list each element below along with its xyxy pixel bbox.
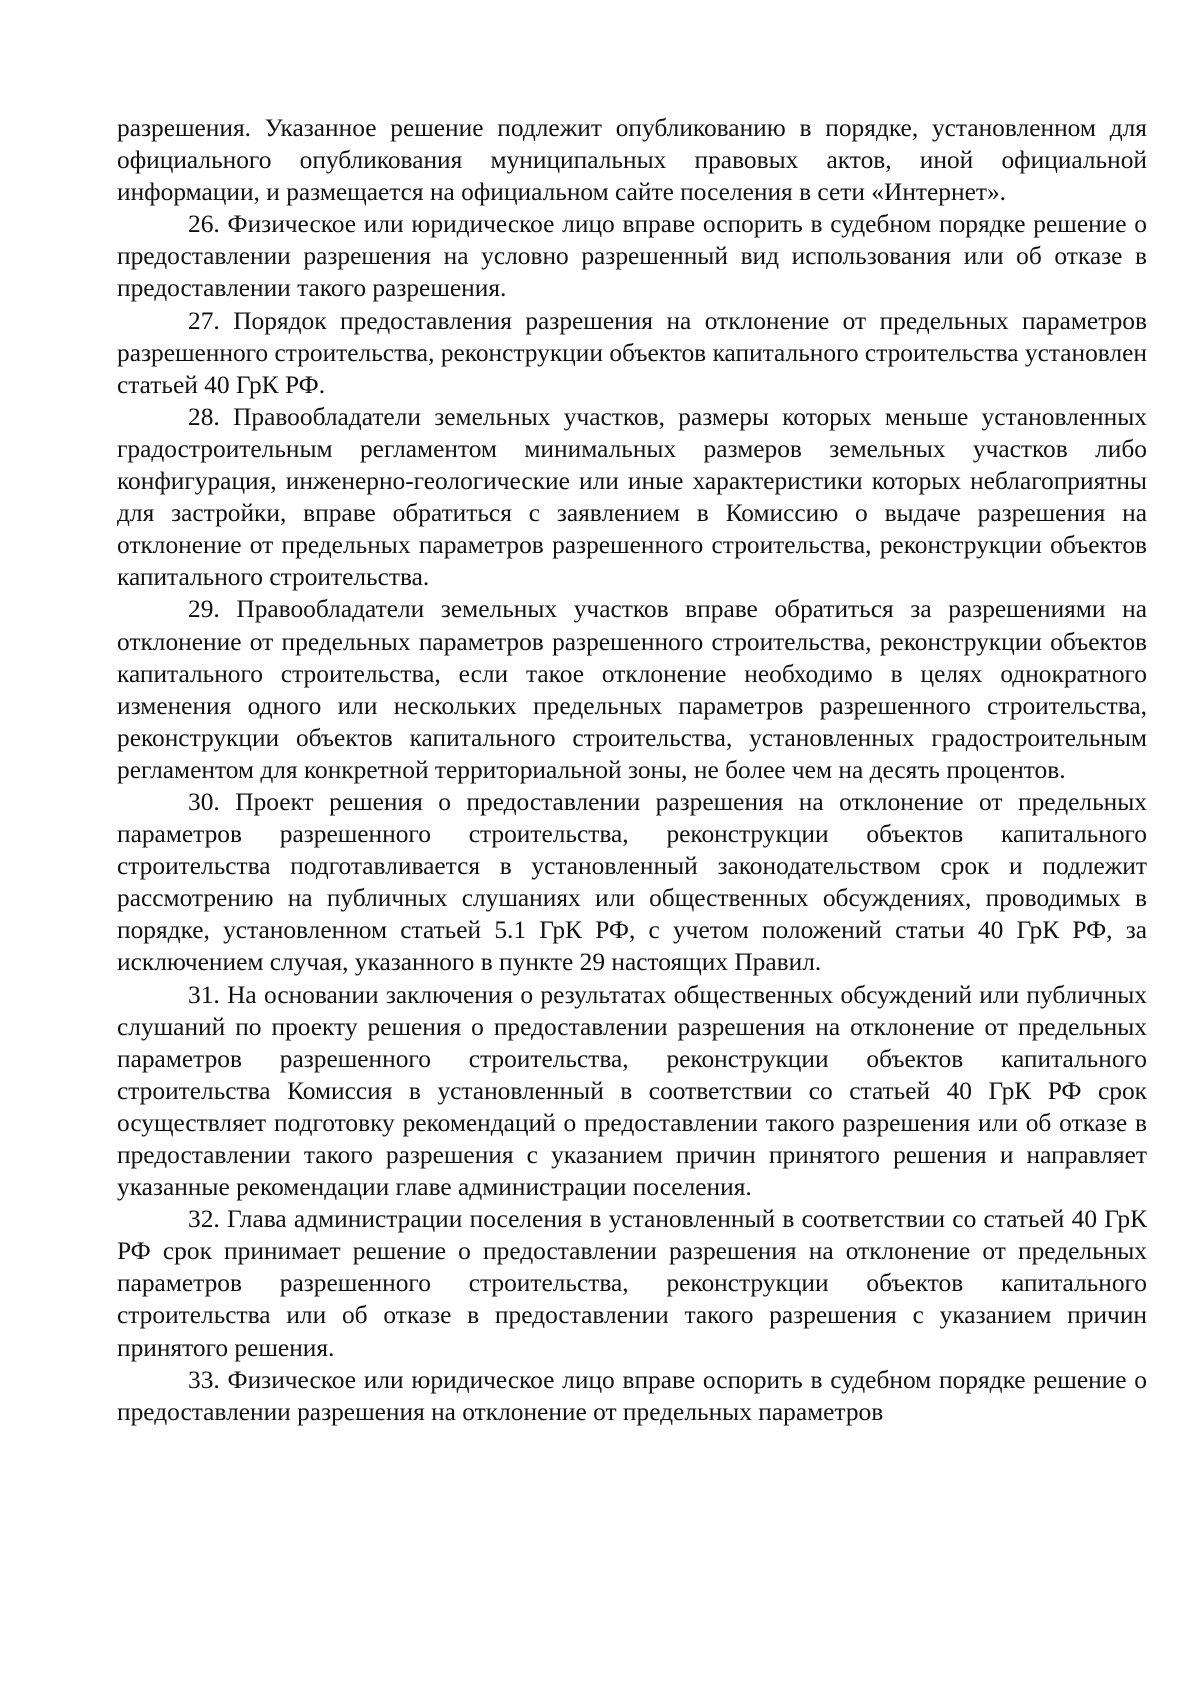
paragraph-number: 31.: [188, 980, 220, 1009]
paragraph-text: Физическое или юридическое лицо вправе оспорить в судебном порядке решение о предоставлении разрешения на отклонение от предельных параметров: [117, 1365, 1147, 1426]
paragraph-text: Правообладатели земельных участков вправе обратиться за разрешениями на отклонение от предельных параметров разрешенного строительства, реконструкции объектов капитального строительства, если такое отклонение необходимо в целях однократного изменения одного или нескольких предельных параметров разрешенного строительства, реконструкции объектов капитального строительства, установленных градостроительным регламентом для конкретной территориальной зоны, не более чем на десять процентов.: [117, 595, 1147, 784]
paragraph-33: [117, 1364, 1147, 1428]
paragraph-text: Глава администрации поселения в установленный в соответствии со статьей 40 ГрК РФ срок принимает решение о предоставлении разрешения на отклонение от предельных параметров разрешенного строительства, реконструкции объектов капитального строительства или об отказе в предоставлении такого разрешения с указанием причин принятого решения.: [117, 1205, 1147, 1362]
paragraph-27: [117, 305, 1147, 401]
paragraph-number: 30.: [188, 787, 220, 816]
paragraph-number: 27.: [188, 306, 220, 335]
paragraph-text: На основании заключения о результатах общественных обсуждений или публичных слушаний по проекту решения о предоставлении разрешения на отклонение от предельных параметров разрешенного строительства, реконструкции объектов капитального строительства Комиссия в установленный в соответствии со статьей 40 ГрК РФ срок осуществляет подготовку рекомендаций о предоставлении такого разрешения или об отказе в предоставлении такого разрешения с указанием причин принятого решения и направляет указанные рекомендации главе администрации поселения.: [117, 980, 1148, 1202]
paragraph-number: 28.: [188, 402, 220, 431]
paragraph-29: [117, 593, 1147, 786]
paragraph-number: 32.: [188, 1205, 220, 1234]
paragraph-30: [117, 786, 1147, 979]
paragraph-text: разрешения. Указанное решение подлежит опубликованию в порядке, установленном для официального опубликования муниципальных правовых актов, иной официальной информации, и размещается на официальном сайте поселения в сети «Интернет».: [117, 114, 1147, 207]
paragraph-number: 29.: [188, 595, 220, 624]
document-page: [117, 112, 1147, 1428]
paragraph-number: 26.: [188, 210, 220, 239]
paragraph-text: Физическое или юридическое лицо вправе оспорить в судебном порядке решение о предоставлении разрешения на условно разрешенный вид использования или об отказе в предоставлении такого разрешения.: [117, 210, 1147, 303]
paragraph-28: [117, 401, 1147, 594]
paragraph-text: Проект решения о предоставлении разрешения на отклонение от предельных параметров разрешенного строительства, реконструкции объектов капитального строительства подготавливается в установленный законодательством срок и подлежит рассмотрению на публичных слушаниях или общественных обсуждениях, проводимых в порядке, установленном статьей 5.1 ГрК РФ, с учетом положений статьи 40 ГрК РФ, за исключением случая, указанного в пункте 29 настоящих Правил.: [117, 787, 1147, 977]
paragraph-26: [117, 208, 1147, 304]
paragraph-continuation: [117, 112, 1147, 208]
paragraph-text: Порядок предоставления разрешения на отклонение от предельных параметров разрешенного строительства, реконструкции объектов капитального строительства установлен статьей 40 ГрК РФ.: [117, 306, 1147, 399]
paragraph-32: [117, 1203, 1147, 1363]
paragraph-31: [117, 979, 1147, 1204]
paragraph-text: Правообладатели земельных участков, размеры которых меньше установленных градостроительным регламентом минимальных размеров земельных участков либо конфигурация, инженерно-геологические или иные характеристики которых неблагоприятны для застройки, вправе обратиться с заявлением в Комиссию о выдаче разрешения на отклонение от предельных параметров разрешенного строительства, реконструкции объектов капитального строительства.: [117, 402, 1147, 592]
paragraph-number: 33.: [188, 1365, 220, 1394]
